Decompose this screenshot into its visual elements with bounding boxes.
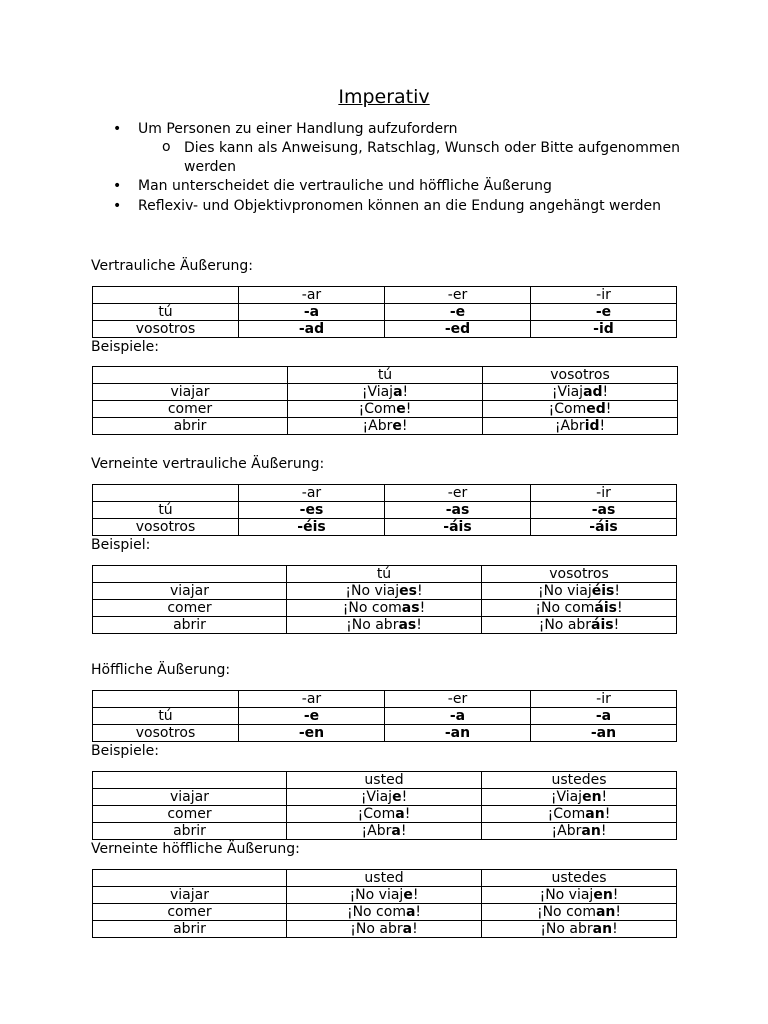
table-cell: ¡Abran! bbox=[482, 823, 677, 840]
table-cell: -ad bbox=[239, 321, 385, 338]
table-row bbox=[93, 887, 677, 904]
table-cell: ustedes bbox=[482, 870, 677, 887]
table-row bbox=[93, 304, 677, 321]
table-row bbox=[93, 600, 677, 617]
table-row bbox=[93, 418, 678, 435]
examples-label: Beispiel: bbox=[91, 537, 151, 553]
table-cell: ¡Abrid! bbox=[483, 418, 678, 435]
table-cell: viajar bbox=[93, 384, 288, 401]
table-cell: ¡No abráis! bbox=[482, 617, 677, 634]
table-hoeffliche-endings bbox=[92, 690, 677, 742]
table-cell: ¡Viajad! bbox=[483, 384, 678, 401]
table-cell: tú bbox=[93, 708, 239, 725]
table-cell: vosotros bbox=[93, 725, 239, 742]
table-cell bbox=[93, 287, 239, 304]
table-header-row bbox=[93, 870, 677, 887]
table-cell: vosotros bbox=[482, 566, 677, 583]
table-cell bbox=[93, 691, 239, 708]
table-cell: ¡Come! bbox=[288, 401, 483, 418]
table-row bbox=[93, 708, 677, 725]
table-cell: ¡No viajéis! bbox=[482, 583, 677, 600]
table-cell: ¡No viaje! bbox=[287, 887, 482, 904]
table-row bbox=[93, 806, 677, 823]
bullet-item: Reflexiv- und Objektivpronomen können an die Endung angehängt werden bbox=[138, 198, 661, 214]
bullet-item: Man unterscheidet die vertrauliche und höffliche Äußerung bbox=[138, 178, 552, 194]
table-row bbox=[93, 583, 677, 600]
bullet-item: Um Personen zu einer Handlung aufzufordern bbox=[138, 121, 458, 137]
table-header-row bbox=[93, 566, 677, 583]
table-cell bbox=[93, 485, 239, 502]
table-cell: abrir bbox=[93, 921, 287, 938]
table-cell: usted bbox=[287, 870, 482, 887]
table-vertrauliche-examples bbox=[92, 366, 678, 435]
table-cell: -ar bbox=[239, 691, 385, 708]
table-cell: ¡Abra! bbox=[287, 823, 482, 840]
table-cell: -ir bbox=[531, 485, 677, 502]
table-verneinte-vertrauliche-examples bbox=[92, 565, 677, 634]
table-cell bbox=[93, 367, 288, 384]
table-cell: -a bbox=[385, 708, 531, 725]
table-cell: vosotros bbox=[483, 367, 678, 384]
table-cell bbox=[93, 566, 287, 583]
table-row bbox=[93, 502, 677, 519]
table-cell: comer bbox=[93, 904, 287, 921]
table-cell: -ar bbox=[239, 485, 385, 502]
table-cell: tú bbox=[93, 304, 239, 321]
table-cell: -áis bbox=[531, 519, 677, 536]
table-cell: -e bbox=[385, 304, 531, 321]
table-cell: -er bbox=[385, 485, 531, 502]
section-label-hoeffliche: Höffliche Äußerung: bbox=[91, 662, 231, 678]
table-cell: -ir bbox=[531, 691, 677, 708]
table-header-row bbox=[93, 367, 678, 384]
table-hoeffliche-examples bbox=[92, 771, 677, 840]
table-cell: viajar bbox=[93, 789, 287, 806]
table-cell: ¡No coman! bbox=[482, 904, 677, 921]
table-row bbox=[93, 519, 677, 536]
table-row bbox=[93, 904, 677, 921]
section-label-verneinte-hoeffliche: Verneinte höffliche Äußerung: bbox=[91, 841, 300, 857]
table-cell: viajar bbox=[93, 583, 287, 600]
table-cell: tú bbox=[287, 566, 482, 583]
table-cell: abrir bbox=[93, 418, 288, 435]
table-cell: viajar bbox=[93, 887, 287, 904]
table-vertrauliche-endings bbox=[92, 286, 677, 338]
table-cell: -ar bbox=[239, 287, 385, 304]
sub-bullet-item: Dies kann als Anweisung, Ratschlag, Wunsch oder Bitte aufgenommen bbox=[184, 140, 681, 156]
table-cell: comer bbox=[93, 401, 288, 418]
table-row bbox=[93, 384, 678, 401]
page-title: Imperativ bbox=[338, 86, 430, 108]
bullet-disc-icon: • bbox=[113, 178, 122, 194]
table-cell: abrir bbox=[93, 617, 287, 634]
table-row bbox=[93, 921, 677, 938]
table-row bbox=[93, 789, 677, 806]
table-cell: -as bbox=[531, 502, 677, 519]
table-cell: ¡Viaja! bbox=[288, 384, 483, 401]
table-row bbox=[93, 725, 677, 742]
table-cell: -es bbox=[239, 502, 385, 519]
table-row bbox=[93, 823, 677, 840]
section-label-vertrauliche: Vertrauliche Äußerung: bbox=[91, 258, 253, 274]
table-cell: ¡Coma! bbox=[287, 806, 482, 823]
table-cell: vosotros bbox=[93, 519, 239, 536]
table-cell: ¡Viajen! bbox=[482, 789, 677, 806]
table-cell: comer bbox=[93, 806, 287, 823]
table-cell: ¡No viajes! bbox=[287, 583, 482, 600]
table-cell: -a bbox=[531, 708, 677, 725]
table-cell: vosotros bbox=[93, 321, 239, 338]
table-cell bbox=[93, 772, 287, 789]
table-cell: -e bbox=[239, 708, 385, 725]
table-cell: ¡No abran! bbox=[482, 921, 677, 938]
table-cell: ¡No viajen! bbox=[482, 887, 677, 904]
table-cell: ¡No abra! bbox=[287, 921, 482, 938]
table-cell: ustedes bbox=[482, 772, 677, 789]
sub-bullet-item-continued: werden bbox=[184, 159, 236, 175]
table-cell: -en bbox=[239, 725, 385, 742]
examples-label: Beispiele: bbox=[91, 743, 160, 759]
bullet-disc-icon: • bbox=[113, 121, 122, 137]
table-header-row bbox=[93, 772, 677, 789]
table-cell: -er bbox=[385, 287, 531, 304]
table-cell: -id bbox=[531, 321, 677, 338]
table-header-row bbox=[93, 691, 677, 708]
table-cell: comer bbox=[93, 600, 287, 617]
table-cell: -an bbox=[385, 725, 531, 742]
table-cell: -er bbox=[385, 691, 531, 708]
table-cell: -ir bbox=[531, 287, 677, 304]
table-cell: -e bbox=[531, 304, 677, 321]
table-cell: tú bbox=[288, 367, 483, 384]
table-cell: -ed bbox=[385, 321, 531, 338]
table-cell: ¡No abras! bbox=[287, 617, 482, 634]
table-cell: usted bbox=[287, 772, 482, 789]
table-cell: tú bbox=[93, 502, 239, 519]
table-cell: ¡Coman! bbox=[482, 806, 677, 823]
table-header-row bbox=[93, 287, 677, 304]
section-label-verneinte-vertrauliche: Verneinte vertrauliche Äußerung: bbox=[91, 456, 325, 472]
table-cell: -éis bbox=[239, 519, 385, 536]
table-cell: -an bbox=[531, 725, 677, 742]
table-header-row bbox=[93, 485, 677, 502]
table-cell bbox=[93, 870, 287, 887]
table-row bbox=[93, 401, 678, 418]
table-verneinte-vertrauliche-endings bbox=[92, 484, 677, 536]
table-verneinte-hoeffliche-examples bbox=[92, 869, 677, 938]
table-cell: ¡Comed! bbox=[483, 401, 678, 418]
table-cell: -áis bbox=[385, 519, 531, 536]
bullet-circle-icon: o bbox=[162, 139, 171, 155]
table-cell: ¡No comas! bbox=[287, 600, 482, 617]
table-cell: ¡No coma! bbox=[287, 904, 482, 921]
table-cell: -as bbox=[385, 502, 531, 519]
table-cell: ¡Viaje! bbox=[287, 789, 482, 806]
table-row bbox=[93, 321, 677, 338]
table-row bbox=[93, 617, 677, 634]
table-cell: ¡No comáis! bbox=[482, 600, 677, 617]
bullet-disc-icon: • bbox=[113, 198, 122, 214]
table-cell: ¡Abre! bbox=[288, 418, 483, 435]
table-cell: -a bbox=[239, 304, 385, 321]
table-cell: abrir bbox=[93, 823, 287, 840]
examples-label: Beispiele: bbox=[91, 339, 160, 355]
